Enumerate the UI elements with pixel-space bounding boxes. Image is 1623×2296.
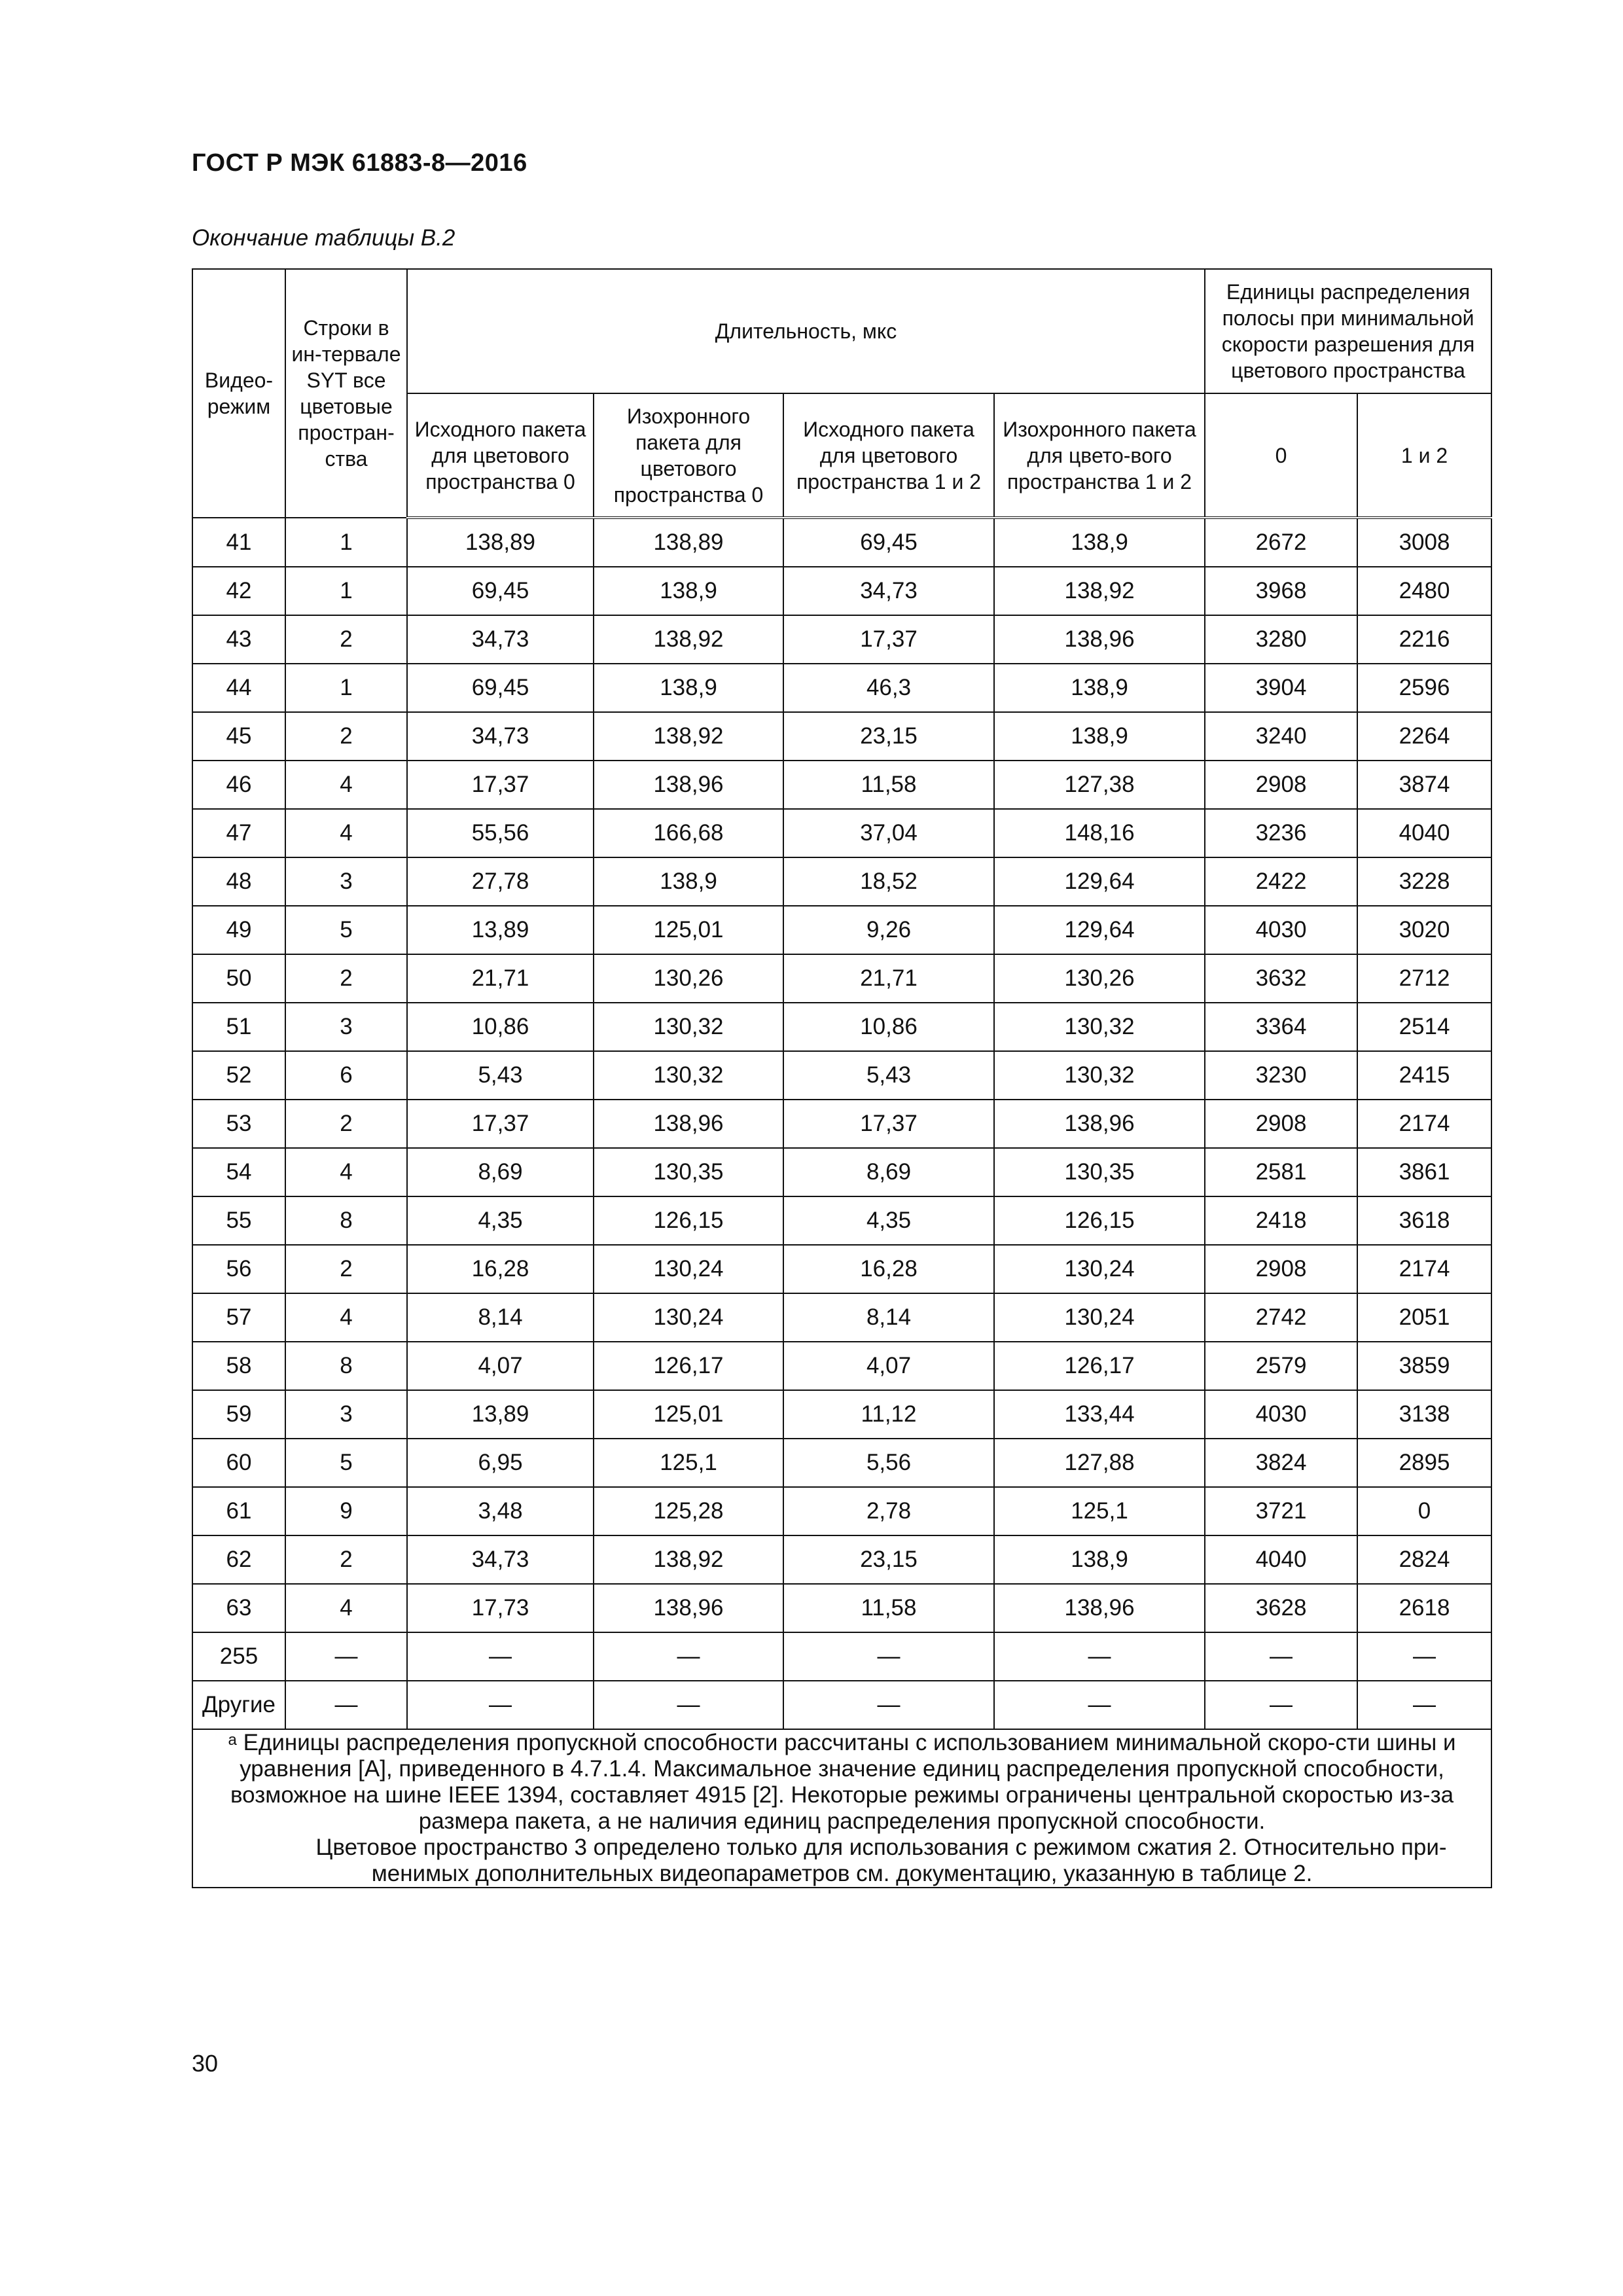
src-cs12-cell: 8,69 xyxy=(783,1148,994,1196)
iso-cs12-cell: 130,32 xyxy=(994,1051,1205,1100)
bw-cs0-cell: 3721 xyxy=(1205,1487,1357,1535)
src-cs12-cell: 23,15 xyxy=(783,712,994,761)
src-cs0-cell: 8,69 xyxy=(407,1148,594,1196)
iso-cs0-cell: 138,92 xyxy=(594,615,783,664)
src-cs12-cell: 37,04 xyxy=(783,809,994,857)
video-mode-cell: 60 xyxy=(192,1439,285,1487)
iso-cs0-cell: — xyxy=(594,1632,783,1681)
iso-cs12-cell: 127,88 xyxy=(994,1439,1205,1487)
table-notes xyxy=(192,1729,1491,1888)
header-source-packet-cs12: Исходного пакета для цветового пространства 1 и 2 xyxy=(783,393,994,518)
bw-cs12-cell: 2264 xyxy=(1357,712,1491,761)
src-cs0-cell: 69,45 xyxy=(407,567,594,615)
table-row xyxy=(192,1293,1491,1342)
footnote-paragraph xyxy=(197,1730,1487,1835)
video-mode-cell: 62 xyxy=(192,1535,285,1584)
lines-cell: 4 xyxy=(285,761,407,809)
header-video-mode: Видео-режим xyxy=(192,269,285,518)
lines-cell: 1 xyxy=(285,518,407,567)
video-mode-cell: 53 xyxy=(192,1100,285,1148)
video-mode-cell: 63 xyxy=(192,1584,285,1632)
lines-cell: 2 xyxy=(285,1100,407,1148)
bw-cs12-cell: 2174 xyxy=(1357,1245,1491,1293)
lines-cell: 6 xyxy=(285,1051,407,1100)
src-cs12-cell: 18,52 xyxy=(783,857,994,906)
src-cs12-cell: 17,37 xyxy=(783,615,994,664)
footnote-text: Единицы распределения пропускной способности рассчитаны с использованием минимальной скоро-сти шины и уравнения [А], приведенного в 4.7.1.4. Максимальное значение единиц распределения пропускной способности, возможное на шине IEEE 1394, составляет 4915 [2]. Некоторые режимы ограничены центральной скоростью из-за размера пакета, а не наличия единиц распределения пропускной способности. xyxy=(230,1730,1456,1834)
src-cs0-cell: 34,73 xyxy=(407,712,594,761)
src-cs0-cell: 34,73 xyxy=(407,615,594,664)
iso-cs12-cell: 127,38 xyxy=(994,761,1205,809)
src-cs12-cell: 34,73 xyxy=(783,567,994,615)
table-row xyxy=(192,761,1491,809)
table-body xyxy=(192,518,1491,1729)
bw-cs0-cell: 3632 xyxy=(1205,954,1357,1003)
src-cs0-cell: 13,89 xyxy=(407,1390,594,1439)
bw-cs12-cell: 2216 xyxy=(1357,615,1491,664)
table-row xyxy=(192,615,1491,664)
src-cs0-cell: 138,89 xyxy=(407,518,594,567)
bw-cs0-cell: 2581 xyxy=(1205,1148,1357,1196)
bw-cs0-cell: 3364 xyxy=(1205,1003,1357,1051)
lines-cell: 8 xyxy=(285,1342,407,1390)
bw-cs12-cell: 2480 xyxy=(1357,567,1491,615)
table-row xyxy=(192,954,1491,1003)
iso-cs0-cell: 138,9 xyxy=(594,664,783,712)
iso-cs12-cell: 148,16 xyxy=(994,809,1205,857)
table-caption: Окончание таблицы В.2 xyxy=(192,225,455,251)
header-lines-in-syt: Строки в ин-тервале SYT все цветовые простран-ства xyxy=(285,269,407,518)
iso-cs12-cell: 138,9 xyxy=(994,1535,1205,1584)
lines-cell: 3 xyxy=(285,1003,407,1051)
bw-cs12-cell: 2051 xyxy=(1357,1293,1491,1342)
iso-cs12-cell: 130,35 xyxy=(994,1148,1205,1196)
iso-cs12-cell: 138,9 xyxy=(994,518,1205,567)
table-row xyxy=(192,1390,1491,1439)
iso-cs12-cell: 129,64 xyxy=(994,906,1205,954)
table-row xyxy=(192,1051,1491,1100)
table-row xyxy=(192,1003,1491,1051)
src-cs12-cell: 9,26 xyxy=(783,906,994,954)
bw-cs0-cell: 3904 xyxy=(1205,664,1357,712)
table-row xyxy=(192,857,1491,906)
lines-cell: 5 xyxy=(285,906,407,954)
iso-cs0-cell: 138,9 xyxy=(594,857,783,906)
iso-cs12-cell: — xyxy=(994,1632,1205,1681)
bw-cs12-cell: 3138 xyxy=(1357,1390,1491,1439)
lines-cell: 3 xyxy=(285,857,407,906)
bw-cs0-cell: — xyxy=(1205,1632,1357,1681)
video-mode-cell: 47 xyxy=(192,809,285,857)
video-mode-cell: 48 xyxy=(192,857,285,906)
iso-cs12-cell: — xyxy=(994,1681,1205,1729)
table-row xyxy=(192,809,1491,857)
iso-cs0-cell: 138,96 xyxy=(594,1584,783,1632)
bw-cs12-cell: 4040 xyxy=(1357,809,1491,857)
header-iso-packet-cs12: Изохронного пакета для цвето-вого пространства 1 и 2 xyxy=(994,393,1205,518)
table-row xyxy=(192,1535,1491,1584)
bw-cs12-cell: 2174 xyxy=(1357,1100,1491,1148)
iso-cs12-cell: 138,96 xyxy=(994,615,1205,664)
footnote-marker: a xyxy=(228,1731,237,1749)
bw-cs0-cell: 2672 xyxy=(1205,518,1357,567)
bw-cs0-cell: 3236 xyxy=(1205,809,1357,857)
src-cs12-cell: 23,15 xyxy=(783,1535,994,1584)
src-cs12-cell: 69,45 xyxy=(783,518,994,567)
iso-cs0-cell: 125,01 xyxy=(594,1390,783,1439)
video-mode-cell: 42 xyxy=(192,567,285,615)
iso-cs0-cell: 130,24 xyxy=(594,1245,783,1293)
lines-cell: 2 xyxy=(285,615,407,664)
bw-cs12-cell: 3859 xyxy=(1357,1342,1491,1390)
bw-cs12-cell: 0 xyxy=(1357,1487,1491,1535)
bw-cs12-cell: 3008 xyxy=(1357,518,1491,567)
bw-cs12-cell: 3874 xyxy=(1357,761,1491,809)
video-mode-cell: 46 xyxy=(192,761,285,809)
src-cs12-cell: 11,58 xyxy=(783,1584,994,1632)
iso-cs12-cell: 138,96 xyxy=(994,1584,1205,1632)
table-row xyxy=(192,712,1491,761)
video-mode-cell: 57 xyxy=(192,1293,285,1342)
video-mode-cell: 52 xyxy=(192,1051,285,1100)
table-row xyxy=(192,567,1491,615)
bw-cs12-cell: 3861 xyxy=(1357,1148,1491,1196)
src-cs0-cell: 10,86 xyxy=(407,1003,594,1051)
bw-cs12-cell: 3618 xyxy=(1357,1196,1491,1245)
iso-cs0-cell: 126,17 xyxy=(594,1342,783,1390)
iso-cs0-cell: 138,89 xyxy=(594,518,783,567)
video-mode-cell: 49 xyxy=(192,906,285,954)
table-row xyxy=(192,664,1491,712)
bw-cs12-cell: 2895 xyxy=(1357,1439,1491,1487)
bw-cs0-cell: 2579 xyxy=(1205,1342,1357,1390)
lines-cell: 5 xyxy=(285,1439,407,1487)
lines-cell: 4 xyxy=(285,809,407,857)
src-cs0-cell: 34,73 xyxy=(407,1535,594,1584)
src-cs12-cell: 46,3 xyxy=(783,664,994,712)
iso-cs0-cell: 130,35 xyxy=(594,1148,783,1196)
iso-cs12-cell: 138,96 xyxy=(994,1100,1205,1148)
iso-cs0-cell: — xyxy=(594,1681,783,1729)
table-header xyxy=(192,269,1491,518)
video-mode-cell: 61 xyxy=(192,1487,285,1535)
src-cs0-cell: 8,14 xyxy=(407,1293,594,1342)
table-row xyxy=(192,1487,1491,1535)
table-row xyxy=(192,1584,1491,1632)
iso-cs12-cell: 138,92 xyxy=(994,567,1205,615)
video-mode-cell: 43 xyxy=(192,615,285,664)
bw-cs0-cell: 3628 xyxy=(1205,1584,1357,1632)
video-mode-cell: 255 xyxy=(192,1632,285,1681)
header-duration-group: Длительность, мкс xyxy=(407,269,1205,393)
src-cs0-cell: 13,89 xyxy=(407,906,594,954)
src-cs12-cell: 10,86 xyxy=(783,1003,994,1051)
src-cs12-cell: 8,14 xyxy=(783,1293,994,1342)
iso-cs0-cell: 138,96 xyxy=(594,761,783,809)
bw-cs0-cell: 3968 xyxy=(1205,567,1357,615)
bw-cs12-cell: 2596 xyxy=(1357,664,1491,712)
table-row xyxy=(192,1439,1491,1487)
header-bandwidth-cs12: 1 и 2 xyxy=(1357,393,1491,518)
src-cs0-cell: 21,71 xyxy=(407,954,594,1003)
src-cs12-cell: 5,43 xyxy=(783,1051,994,1100)
lines-cell: — xyxy=(285,1632,407,1681)
header-bandwidth-group: Единицы распределения полосы при минимальной скорости разрешения для цветового пространства xyxy=(1205,269,1491,393)
src-cs0-cell: 4,07 xyxy=(407,1342,594,1390)
src-cs0-cell: 17,73 xyxy=(407,1584,594,1632)
src-cs0-cell: 6,95 xyxy=(407,1439,594,1487)
iso-cs12-cell: 126,15 xyxy=(994,1196,1205,1245)
bw-cs0-cell: 2908 xyxy=(1205,1100,1357,1148)
page-number: 30 xyxy=(192,2050,219,2077)
src-cs0-cell: 3,48 xyxy=(407,1487,594,1535)
iso-cs0-cell: 130,24 xyxy=(594,1293,783,1342)
bw-cs0-cell: 2418 xyxy=(1205,1196,1357,1245)
lines-cell: — xyxy=(285,1681,407,1729)
table-row xyxy=(192,1681,1491,1729)
src-cs12-cell: 17,37 xyxy=(783,1100,994,1148)
video-mode-cell: 55 xyxy=(192,1196,285,1245)
lines-cell: 1 xyxy=(285,567,407,615)
bw-cs0-cell: 2908 xyxy=(1205,761,1357,809)
bw-cs12-cell: 2712 xyxy=(1357,954,1491,1003)
iso-cs0-cell: 138,92 xyxy=(594,712,783,761)
video-mode-cell: 59 xyxy=(192,1390,285,1439)
note-paragraph: Цветовое пространство 3 определено только для использования с режимом сжатия 2. Относительно при-менимых дополнительных видеопараметров см. документацию, указанную в таблице 2. xyxy=(315,1835,1447,1886)
table-row xyxy=(192,1342,1491,1390)
lines-cell: 9 xyxy=(285,1487,407,1535)
src-cs12-cell: 2,78 xyxy=(783,1487,994,1535)
table-row xyxy=(192,906,1491,954)
iso-cs0-cell: 130,32 xyxy=(594,1003,783,1051)
bw-cs12-cell: — xyxy=(1357,1681,1491,1729)
iso-cs0-cell: 125,01 xyxy=(594,906,783,954)
iso-cs12-cell: 130,24 xyxy=(994,1245,1205,1293)
src-cs0-cell: 5,43 xyxy=(407,1051,594,1100)
header-source-packet-cs0: Исходного пакета для цветового пространства 0 xyxy=(407,393,594,518)
bw-cs12-cell: 3020 xyxy=(1357,906,1491,954)
iso-cs12-cell: 125,1 xyxy=(994,1487,1205,1535)
src-cs12-cell: 16,28 xyxy=(783,1245,994,1293)
iso-cs12-cell: 130,24 xyxy=(994,1293,1205,1342)
bw-cs12-cell: 2618 xyxy=(1357,1584,1491,1632)
header-bandwidth-cs0: 0 xyxy=(1205,393,1357,518)
lines-cell: 4 xyxy=(285,1148,407,1196)
src-cs0-cell: 4,35 xyxy=(407,1196,594,1245)
video-mode-cell: 41 xyxy=(192,518,285,567)
video-mode-cell: 50 xyxy=(192,954,285,1003)
lines-cell: 8 xyxy=(285,1196,407,1245)
bw-cs0-cell: 4030 xyxy=(1205,1390,1357,1439)
src-cs0-cell: 69,45 xyxy=(407,664,594,712)
table-row xyxy=(192,1632,1491,1681)
iso-cs12-cell: 138,9 xyxy=(994,712,1205,761)
bw-cs0-cell: 3240 xyxy=(1205,712,1357,761)
video-mode-cell: 51 xyxy=(192,1003,285,1051)
video-mode-cell: 45 xyxy=(192,712,285,761)
bw-cs0-cell: 3280 xyxy=(1205,615,1357,664)
bw-cs12-cell: 3228 xyxy=(1357,857,1491,906)
iso-cs12-cell: 133,44 xyxy=(994,1390,1205,1439)
bw-cs12-cell: — xyxy=(1357,1632,1491,1681)
src-cs0-cell: 17,37 xyxy=(407,761,594,809)
iso-cs0-cell: 130,32 xyxy=(594,1051,783,1100)
iso-cs0-cell: 166,68 xyxy=(594,809,783,857)
src-cs0-cell: 55,56 xyxy=(407,809,594,857)
lines-cell: 2 xyxy=(285,1535,407,1584)
iso-cs0-cell: 138,96 xyxy=(594,1100,783,1148)
iso-cs12-cell: 130,26 xyxy=(994,954,1205,1003)
bw-cs12-cell: 2415 xyxy=(1357,1051,1491,1100)
bw-cs0-cell: 4040 xyxy=(1205,1535,1357,1584)
bw-cs0-cell: 3824 xyxy=(1205,1439,1357,1487)
bw-cs0-cell: 2742 xyxy=(1205,1293,1357,1342)
src-cs0-cell: — xyxy=(407,1632,594,1681)
src-cs12-cell: 4,35 xyxy=(783,1196,994,1245)
src-cs0-cell: — xyxy=(407,1681,594,1729)
iso-cs0-cell: 126,15 xyxy=(594,1196,783,1245)
src-cs0-cell: 17,37 xyxy=(407,1100,594,1148)
bw-cs0-cell: 4030 xyxy=(1205,906,1357,954)
iso-cs0-cell: 125,28 xyxy=(594,1487,783,1535)
lines-cell: 2 xyxy=(285,1245,407,1293)
iso-cs12-cell: 126,17 xyxy=(994,1342,1205,1390)
iso-cs12-cell: 130,32 xyxy=(994,1003,1205,1051)
src-cs12-cell: 11,12 xyxy=(783,1390,994,1439)
bw-cs0-cell: 2422 xyxy=(1205,857,1357,906)
video-mode-cell: 54 xyxy=(192,1148,285,1196)
lines-cell: 3 xyxy=(285,1390,407,1439)
iso-cs12-cell: 138,9 xyxy=(994,664,1205,712)
lines-cell: 2 xyxy=(285,712,407,761)
document-title: ГОСТ Р МЭК 61883-8—2016 xyxy=(192,149,527,177)
lines-cell: 2 xyxy=(285,954,407,1003)
lines-cell: 4 xyxy=(285,1584,407,1632)
bw-cs0-cell: — xyxy=(1205,1681,1357,1729)
table-row xyxy=(192,518,1491,567)
src-cs12-cell: — xyxy=(783,1681,994,1729)
iso-cs0-cell: 138,9 xyxy=(594,567,783,615)
src-cs12-cell: 11,58 xyxy=(783,761,994,809)
src-cs0-cell: 27,78 xyxy=(407,857,594,906)
table-row xyxy=(192,1148,1491,1196)
src-cs12-cell: 4,07 xyxy=(783,1342,994,1390)
bw-cs12-cell: 2824 xyxy=(1357,1535,1491,1584)
bw-cs0-cell: 2908 xyxy=(1205,1245,1357,1293)
bw-cs12-cell: 2514 xyxy=(1357,1003,1491,1051)
data-table xyxy=(192,268,1492,1888)
lines-cell: 1 xyxy=(285,664,407,712)
table-row xyxy=(192,1100,1491,1148)
src-cs0-cell: 16,28 xyxy=(407,1245,594,1293)
table-row xyxy=(192,1245,1491,1293)
iso-cs0-cell: 138,92 xyxy=(594,1535,783,1584)
table-row xyxy=(192,1196,1491,1245)
iso-cs0-cell: 130,26 xyxy=(594,954,783,1003)
bw-cs0-cell: 3230 xyxy=(1205,1051,1357,1100)
video-mode-cell: Другие xyxy=(192,1681,285,1729)
video-mode-cell: 56 xyxy=(192,1245,285,1293)
header-iso-packet-cs0: Изохронного пакета для цветового пространства 0 xyxy=(594,393,783,518)
src-cs12-cell: 5,56 xyxy=(783,1439,994,1487)
lines-cell: 4 xyxy=(285,1293,407,1342)
src-cs12-cell: — xyxy=(783,1632,994,1681)
video-mode-cell: 44 xyxy=(192,664,285,712)
iso-cs12-cell: 129,64 xyxy=(994,857,1205,906)
video-mode-cell: 58 xyxy=(192,1342,285,1390)
src-cs12-cell: 21,71 xyxy=(783,954,994,1003)
iso-cs0-cell: 125,1 xyxy=(594,1439,783,1487)
